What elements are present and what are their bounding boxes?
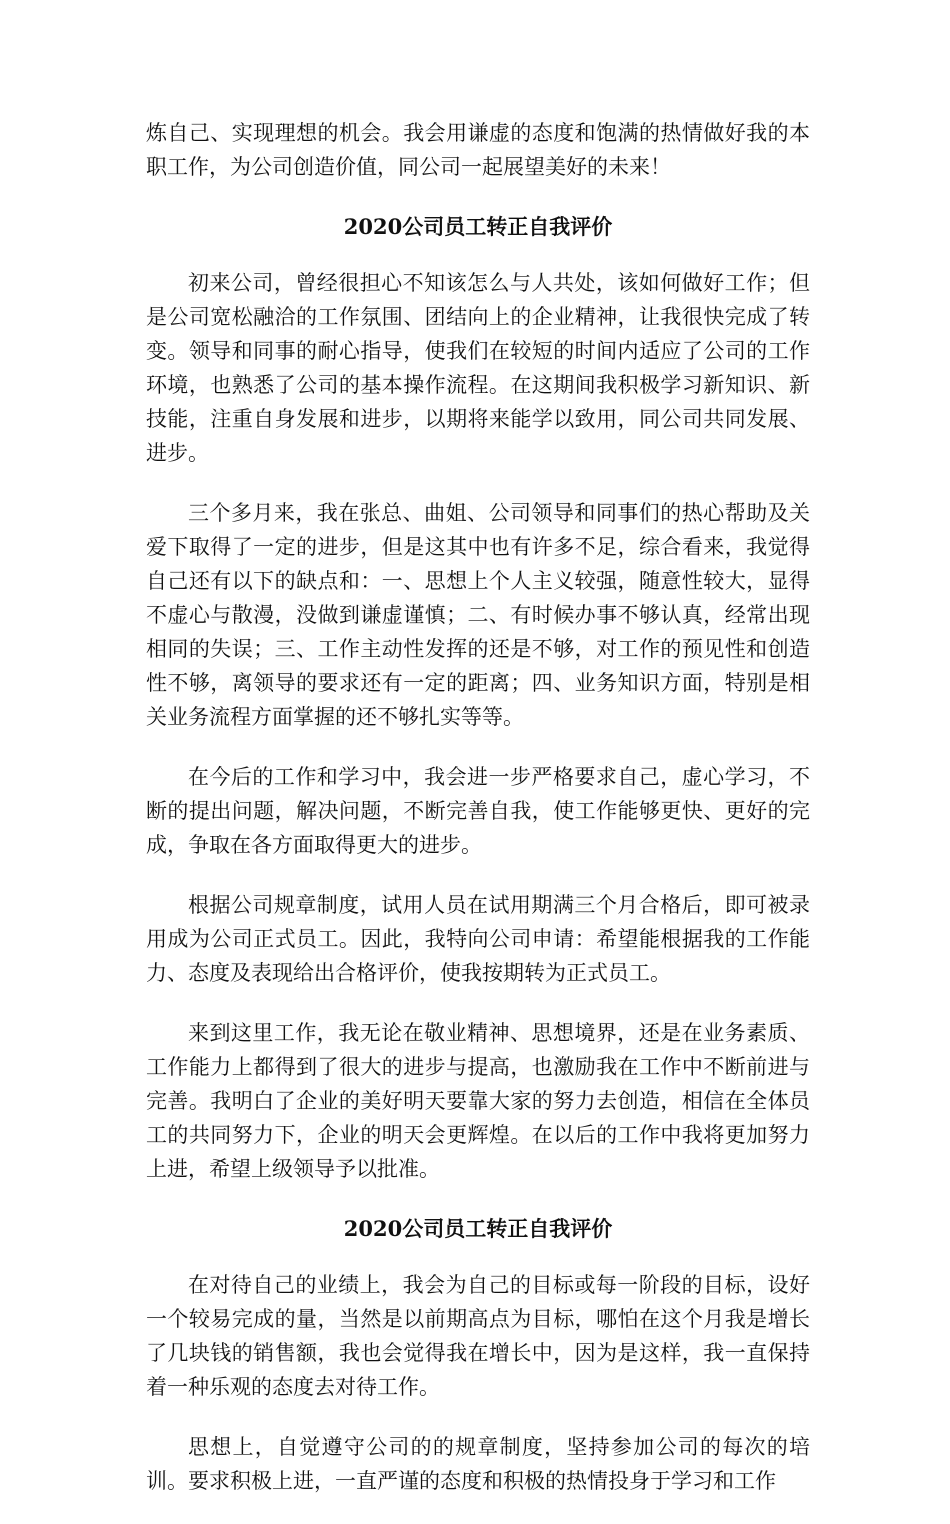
paragraph: 来到这里工作，我无论在敬业精神、思想境界，还是在业务素质、工作能力上都得到了很大的进步与提高，也激励我在工作中不断前进与完善。我明白了企业的美好明天要靠大家的努力去创造，相信在全体员工的共同努力下，企业的明天会更辉煌。在以后的工作中我将更加努力上进，希望上级领导予以批准。 — [146, 1021, 810, 1181]
paragraph-continuation: 炼自己、实现理想的机会。我会用谦虚的态度和饱满的热情做好我的本职工作，为公司创造价值，同公司一起展望美好的未来！ — [146, 121, 810, 179]
section-heading: 2020公司员工转正自我评价 — [343, 1216, 613, 1241]
document-page — [146, 116, 810, 1524]
paragraph: 初来公司，曾经很担心不知该怎么与人共处，该如何做好工作；但是公司宽松融洽的工作氛围、团结向上的企业精神，让我很快完成了转变。领导和同事的耐心指导，使我们在较短的时间内适应了公司的工作环境，也熟悉了公司的基本操作流程。在这期间我积极学习新知识、新技能，注重自身发展和进步，以期将来能学以致用，同公司共同发展、进步。 — [146, 271, 810, 465]
paragraph: 三个多月来，我在张总、曲姐、公司领导和同事们的热心帮助及关爱下取得了一定的进步，但是这其中也有许多不足，综合看来，我觉得自己还有以下的缺点和：一、思想上个人主义较强，随意性较大，显得不虚心与散漫，没做到谦虚谨慎；二、有时候办事不够认真，经常出现相同的失误；三、工作主动性发挥的还是不够，对工作的预见性和创造性不够，离领导的要求还有一定的距离；四、业务知识方面，特别是相关业务流程方面掌握的还不够扎实等等。 — [146, 501, 810, 729]
paragraph: 在对待自己的业绩上，我会为自己的目标或每一阶段的目标，设好一个较易完成的量，当然是以前期高点为目标，哪怕在这个月我是增长了几块钱的销售额，我也会觉得我在增长中，因为是这样，我一直保持着一种乐观的态度去对待工作。 — [146, 1273, 810, 1399]
paragraph: 根据公司规章制度，试用人员在试用期满三个月合格后，即可被录用成为公司正式员工。因此，我特向公司申请：希望能根据我的工作能力、态度及表现给出合格评价，使我按期转为正式员工。 — [146, 893, 810, 985]
paragraph: 思想上，自觉遵守公司的的规章制度，坚持参加公司的每次的培训。要求积极上进，一直严谨的态度和积极的热情投身于学习和工作 — [146, 1435, 810, 1493]
paragraph: 在今后的工作和学习中，我会进一步严格要求自己，虚心学习，不断的提出问题，解决问题，不断完善自我，使工作能够更快、更好的完成，争取在各方面取得更大的进步。 — [146, 765, 810, 857]
section-heading: 2020公司员工转正自我评价 — [343, 214, 613, 239]
